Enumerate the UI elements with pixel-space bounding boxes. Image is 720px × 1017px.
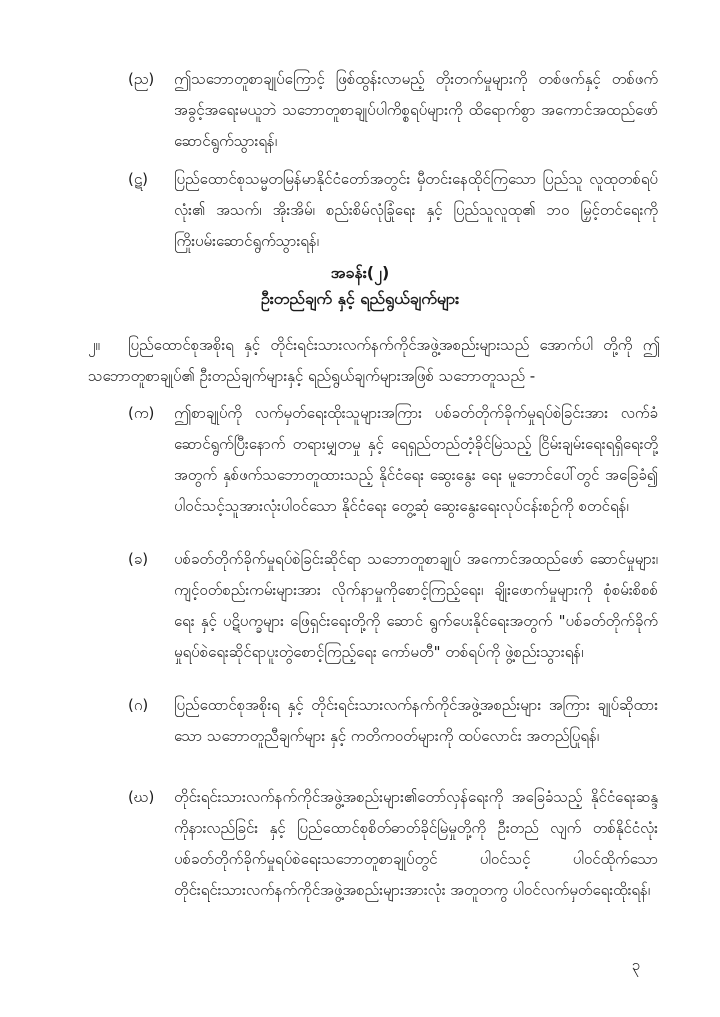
page-number: ၃ xyxy=(631,956,640,974)
paragraph-2 xyxy=(88,330,660,392)
clause-number: (က) xyxy=(128,404,155,422)
clause-text: ဤစာချုပ်ကို လက်မှတ်ရေးထိုးသူများအကြား ပစ်ခတ်တိုက်ခိုက်မှုရပ်စဲခြင်းအား လက်ခံဆောင်ရွက်ပြီးနောက် တရားမျှတမှု နှင့် ရေရှည်တည်တံ့ခိုင်မြဲသည့် ငြိမ်းချမ်းရေးရရှိရေးတို့အတွက် နှစ်ဖက်သဘောတူထားသည့် နိုင်ငံရေး ဆွေးနွေး ရေး မူဘောင်ပေါ်တွင် အခြေခံ၍ ပါဝင်သင့်သူအားလုံးပါဝင်သော နိုင်ငံရေး တွေ့ဆုံ ဆွေးနွေးရေးလုပ်ငန်းစဉ်ကို စတင်ရန်၊ xyxy=(174,404,658,515)
clause-text: ပြည်ထောင်စုအစိုးရ နှင့် တိုင်းရင်းသားလက်နက်ကိုင်အဖွဲ့အစည်းများ အကြား ချုပ်ဆိုထားသော သဘောတူညီချက်များ နှင့် ကတိကဝတ်များကို ထပ်လောင်း အတည်ပြုရန်၊ xyxy=(174,696,658,745)
clause-number: (ဂ) xyxy=(128,696,149,714)
paragraph-text: ပြည်ထောင်စုအစိုးရ နှင့် တိုင်းရင်းသားလက်နက်ကိုင်အဖွဲ့အစည်းများသည် အောက်ပါ တို့ကို ဤသဘောတူစာချုပ်၏ ဦးတည်ချက်များနှင့် ရည်ရွယ်ချက်များအဖြစ် သဘောတူသည် - xyxy=(88,336,660,385)
clause-gha xyxy=(128,782,658,906)
clause-ka xyxy=(128,398,658,522)
clause-text: ပစ်ခတ်တိုက်ခိုက်မှုရပ်စဲခြင်းဆိုင်ရာ သဘောတူစာချုပ် အကောင်အထည်ဖော် ဆောင်မှုများ၊ ကျင့်ဝတ်စည်းကမ်းများအား လိုက်နာမှုကိုစောင့်ကြည့်ရေး၊ ချိုးဖောက်မှုများကို စုံစမ်းစိစစ်ရေး နှင့် ပဋိပက္ခများ ဖြေရှင်းရေးတို့ကို ဆောင် ရွက်ပေးနိုင်ရေးအတွက် "ပစ်ခတ်တိုက်ခိုက်မှုရပ်စဲရေးဆိုင်ရာပူးတွဲစောင့်ကြည့်ရေး ကော်မတီ" တစ်ရပ်ကို ဖွဲ့စည်းသွားရန်၊ xyxy=(174,550,658,661)
chapter-subtitle: ဦးတည်ချက် နှင့် ရည်ရွယ်ချက်များ xyxy=(260,289,460,308)
chapter-title: အခန်း(၂) xyxy=(330,263,390,282)
clause-nya xyxy=(128,64,658,157)
paragraph-number: ၂။ xyxy=(88,336,100,354)
clause-text: ပြည်ထောင်စုသမ္မတမြန်မာနိုင်ငံတော်အတွင်း မှီတင်းနေထိုင်ကြသော ပြည်သူ လူထုတစ်ရပ်လုံး၏ အသက်၊ အိုးအိမ်၊ စည်းစိမ်လုံခြုံရေး နှင့် ပြည်သူလူထု၏ ဘဝ မြှင့်တင်ရေးကို ကြိုးပမ်းဆောင်ရွက်သွားရန်၊ xyxy=(174,170,658,250)
clause-number: (ည) xyxy=(128,70,155,88)
clause-text: ဤသဘောတူစာချုပ်ကြောင့် ဖြစ်ထွန်းလာမည့် တိုးတက်မှုများကို တစ်ဖက်နှင့် တစ်ဖက် အခွင့်အရေးမယူဘဲ သဘောတူစာချုပ်ပါကိစ္စရပ်များကို ထိရောက်စွာ အကောင်အထည်ဖော်ဆောင်ရွက်သွားရန်၊ xyxy=(174,70,658,150)
clause-number: (ဃ) xyxy=(128,788,155,806)
clause-kha xyxy=(128,544,658,668)
clause-number: (ခ) xyxy=(128,550,149,568)
clause-number: (ဋ) xyxy=(128,170,149,188)
clause-tta xyxy=(128,164,658,257)
clause-ga xyxy=(128,690,658,752)
clause-text: တိုင်းရင်းသားလက်နက်ကိုင်အဖွဲ့အစည်းများ၏တော်လှန်ရေးကို အခြေခံသည့် နိုင်ငံရေးဆန္ဒကိုနားလည်ခြင်း နှင့် ပြည်ထောင်စုစိတ်ဓာတ်ခိုင်မြဲမှုတို့ကို ဦးတည် လျက် တစ်နိုင်ငံလုံးပစ်ခတ်တိုက်ခိုက်မှုရပ်စဲရေးသဘောတူစာချုပ်တွင် ပါဝင်သင့် ပါဝင်ထိုက်သော တိုင်းရင်းသားလက်နက်ကိုင်အဖွဲ့အစည်းများအားလုံး အတူတကွ ပါဝင်လက်မှတ်ရေးထိုးရန်၊ xyxy=(174,788,658,899)
